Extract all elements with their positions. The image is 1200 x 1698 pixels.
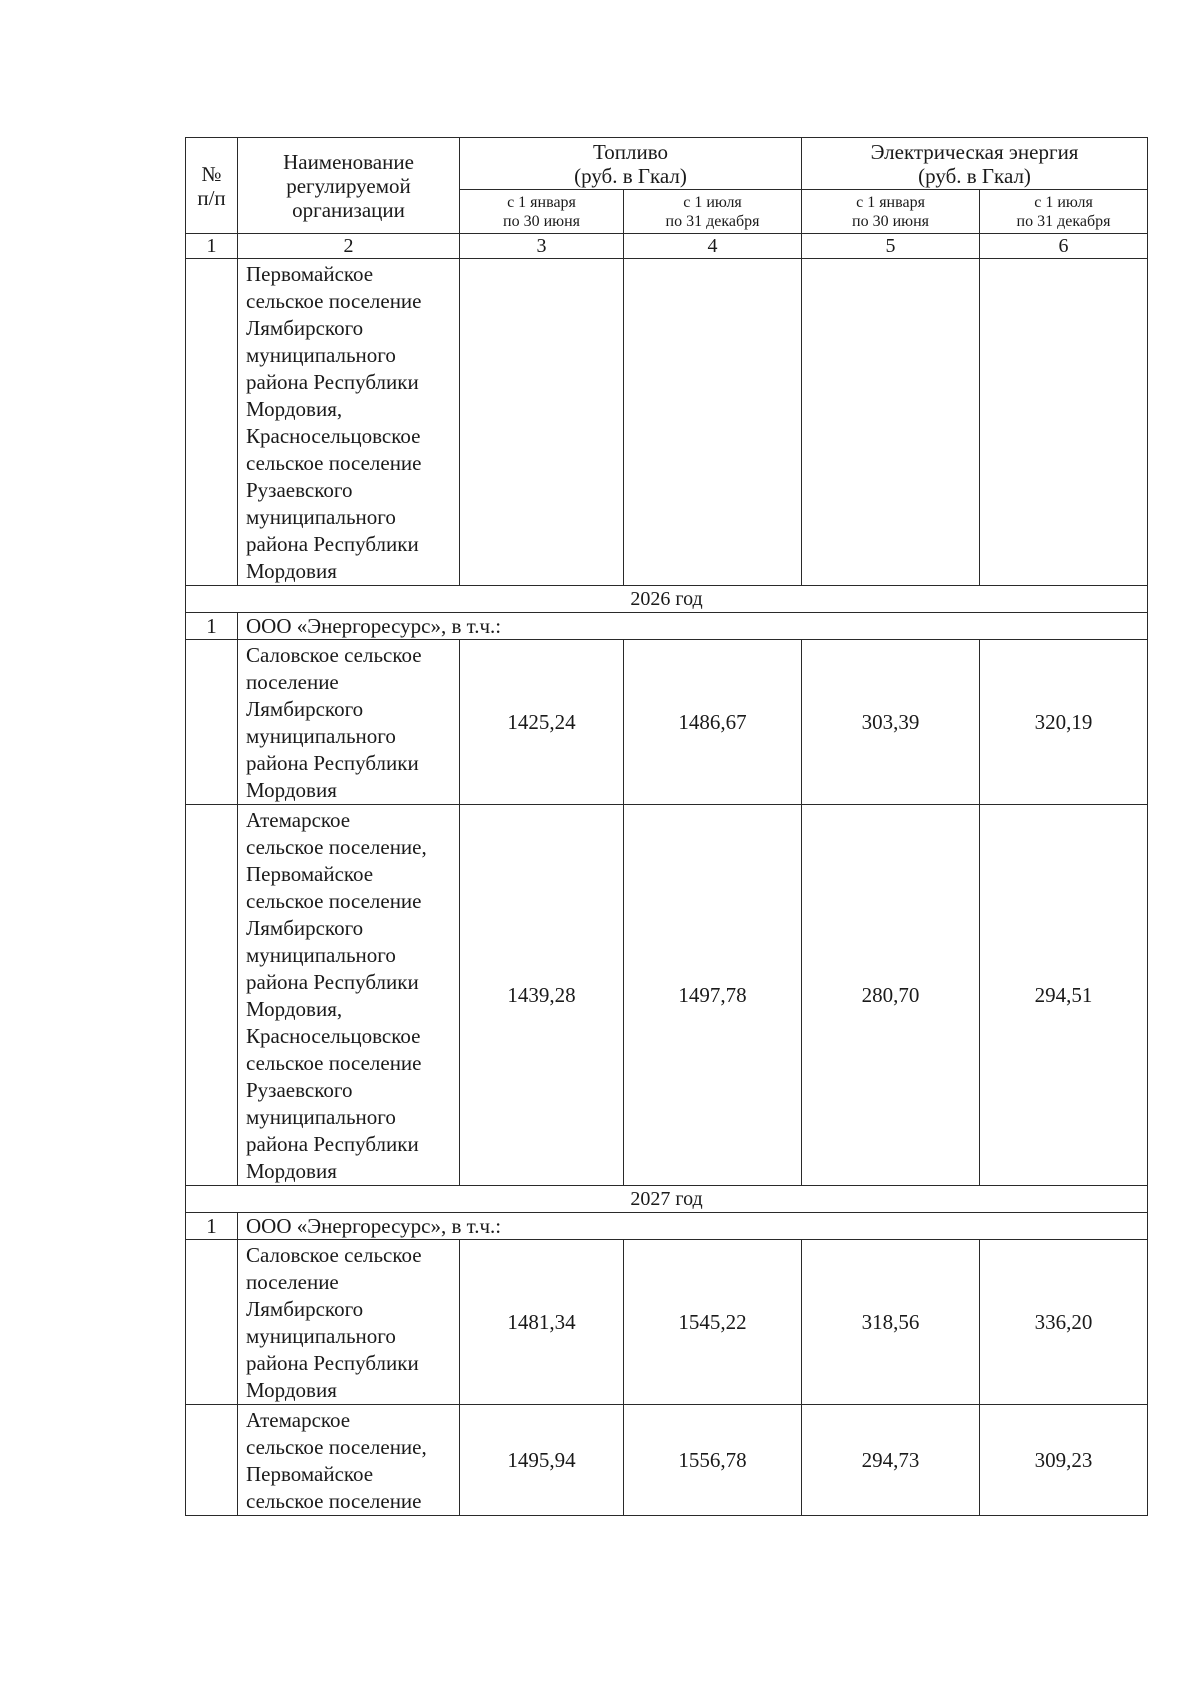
value-cell — [624, 259, 802, 586]
organization-name-line: муниципального — [246, 943, 396, 967]
organization-name-line: Первомайское — [246, 1462, 374, 1486]
organization-index: 1 — [186, 1213, 238, 1240]
organization-name-line: района Республики — [246, 1132, 419, 1156]
organization-name-line: Рузаевского — [246, 478, 353, 502]
organization-name-line: Первомайское — [246, 862, 374, 886]
tariff-value: 1481,34 — [460, 1240, 624, 1405]
organization-name-line: сельское поселение — [246, 889, 422, 913]
value-cell — [802, 259, 980, 586]
organization-name-line: Красносельцовское — [246, 424, 421, 448]
organization-name-line: Атемарское — [246, 1408, 351, 1432]
organization-name-cell — [238, 1405, 460, 1516]
organization-name-line: Атемарское — [246, 808, 351, 832]
organization-name-line: сельское поселение, — [246, 1435, 427, 1459]
organization-name-line: Красносельцовское — [246, 1024, 421, 1048]
tariff-value: 318,56 — [802, 1240, 980, 1405]
index-cell — [186, 1405, 238, 1516]
index-cell — [186, 805, 238, 1186]
tariff-value: 280,70 — [802, 805, 980, 1186]
organization-name-line: Мордовия, — [246, 397, 343, 421]
organization-name-line: Лямбирского — [246, 316, 364, 340]
organization-name-line: муниципального — [246, 505, 396, 529]
tariff-value: 303,39 — [802, 640, 980, 805]
organization-name-line: района Республики — [246, 1351, 419, 1375]
table-row — [186, 1240, 1148, 1405]
organization-name-line: района Республики — [246, 532, 419, 556]
tariff-value: 309,23 — [980, 1405, 1148, 1516]
tariff-value: 320,19 — [980, 640, 1148, 805]
organization-name-cell — [238, 805, 460, 1186]
organization-name-line: Рузаевского — [246, 1078, 353, 1102]
index-cell — [186, 640, 238, 805]
organization-name-line: сельское поселение — [246, 289, 422, 313]
organization-name-line: поселение — [246, 670, 339, 694]
value-cell — [460, 259, 624, 586]
column-number-row — [186, 234, 1148, 259]
organization-name-line: Мордовия, — [246, 997, 343, 1021]
tariff-table — [185, 137, 1148, 1516]
organization-name-line: Мордовия — [246, 1378, 337, 1402]
index-cell — [186, 1240, 238, 1405]
organization-name: ООО «Энергоресурс», в т.ч.: — [238, 613, 1148, 640]
year-row — [186, 1186, 1148, 1213]
tariff-value: 336,20 — [980, 1240, 1148, 1405]
organization-name-line: Саловское сельское — [246, 1243, 422, 1267]
organization-name-line: сельское поселение — [246, 1489, 422, 1513]
organization-name-line: Лямбирского — [246, 697, 364, 721]
column-number: 5 — [802, 234, 980, 259]
organization-name-line: Лямбирского — [246, 1297, 364, 1321]
header-organization-name: Наименование регулируемой организации — [238, 138, 460, 234]
tariff-value: 1497,78 — [624, 805, 802, 1186]
column-number: 3 — [460, 234, 624, 259]
organization-name-cell — [238, 259, 460, 586]
header-number: № п/п — [186, 138, 238, 234]
organization-name-cell — [238, 1240, 460, 1405]
organization-name-line: муниципального — [246, 1324, 396, 1348]
header-electric-h1: с 1 января по 30 июня — [802, 190, 980, 234]
organization-name-line: Мордовия — [246, 559, 337, 583]
organization-name-line: муниципального — [246, 343, 396, 367]
organization-name-line: сельское поселение, — [246, 835, 427, 859]
organization-name-line: Мордовия — [246, 778, 337, 802]
table-row — [186, 805, 1148, 1186]
table-row — [186, 640, 1148, 805]
tariff-value: 294,73 — [802, 1405, 980, 1516]
year-label: 2027 год — [186, 1186, 1148, 1213]
organization-name-line: поселение — [246, 1270, 339, 1294]
organization-name-line: Мордовия — [246, 1159, 337, 1183]
table-row — [186, 1405, 1148, 1516]
column-number: 2 — [238, 234, 460, 259]
column-number: 4 — [624, 234, 802, 259]
year-row — [186, 586, 1148, 613]
organization-name-line: района Республики — [246, 370, 419, 394]
organization-name-line: муниципального — [246, 1105, 396, 1129]
tariff-value: 1545,22 — [624, 1240, 802, 1405]
tariff-value: 1486,67 — [624, 640, 802, 805]
organization-name-cell — [238, 640, 460, 805]
header-fuel-h2: с 1 июля по 31 декабря — [624, 190, 802, 234]
organization-name: ООО «Энергоресурс», в т.ч.: — [238, 1213, 1148, 1240]
tariff-value: 1425,24 — [460, 640, 624, 805]
organization-name-line: муниципального — [246, 724, 396, 748]
header-electric: Электрическая энергия (руб. в Гкал) — [802, 138, 1148, 190]
header-fuel-h1: с 1 января по 30 июня — [460, 190, 624, 234]
header-fuel: Топливо (руб. в Гкал) — [460, 138, 802, 190]
header-electric-h2: с 1 июля по 31 декабря — [980, 190, 1148, 234]
year-label: 2026 год — [186, 586, 1148, 613]
organization-name-line: района Республики — [246, 970, 419, 994]
organization-name-line: Саловское сельское — [246, 643, 422, 667]
organization-name-line: района Республики — [246, 751, 419, 775]
tariff-value: 1495,94 — [460, 1405, 624, 1516]
value-cell — [980, 259, 1148, 586]
organization-name-line: сельское поселение — [246, 1051, 422, 1075]
organization-name-line: Лямбирского — [246, 916, 364, 940]
organization-name-line: сельское поселение — [246, 451, 422, 475]
column-number: 1 — [186, 234, 238, 259]
column-number: 6 — [980, 234, 1148, 259]
organization-row — [186, 613, 1148, 640]
tariff-value: 1439,28 — [460, 805, 624, 1186]
index-cell — [186, 259, 238, 586]
organization-index: 1 — [186, 613, 238, 640]
continuation-row — [186, 259, 1148, 586]
tariff-value: 294,51 — [980, 805, 1148, 1186]
tariff-value: 1556,78 — [624, 1405, 802, 1516]
organization-row — [186, 1213, 1148, 1240]
organization-name-line: Первомайское — [246, 262, 374, 286]
